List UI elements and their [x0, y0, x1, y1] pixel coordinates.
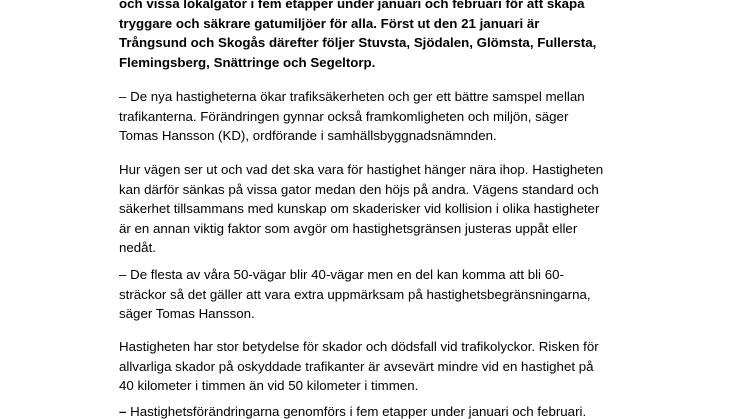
paragraph-line: Hur vägen ser ut och vad det ska vara för hastighet hänger nära ihop. Hastigheten — [119, 162, 604, 177]
lead-line: Trångsund och Skogås därefter följer Stuvsta, Sjödalen, Glömsta, Fullersta, — [119, 35, 597, 51]
lead-line: tryggare och säkrare gatumiljöer för alla. Först ut den 21 januari är — [119, 15, 540, 31]
paragraph-line: allvarliga skador på oskyddade trafikanter är avsevärt mindre vid en hastighet på — [119, 358, 594, 374]
paragraph-line: sträckor så det gäller att vara extra uppmärksam på hastighetsbegränsningarna, — [119, 286, 591, 302]
quote-paragraph — [119, 87, 639, 146]
paragraph-line: är en annan viktig faktor som avgör om hastighetsgränsen justeras uppåt eller — [119, 220, 578, 236]
body-paragraph — [119, 337, 639, 396]
paragraph-line: Hastigheten har stor betydelse för skador och dödsfall vid trafikolyckor. Risken för — [119, 339, 599, 354]
body-paragraph — [119, 402, 639, 419]
paragraph-line: – De flesta av våra 50-vägar blir 40-vägar men en del kan komma att bli 60- — [119, 267, 564, 282]
paragraph-text: Hastighetsförändringarna genomförs i fem etapper under januari och februari. — [126, 404, 587, 419]
lead-line: Flemingsberg, Snättringe och Segeltorp. — [119, 54, 376, 70]
quote-paragraph — [119, 265, 639, 324]
paragraph-line: Tomas Hansson (KD), ordförande i samhällsbyggnadsnämnden. — [119, 128, 497, 144]
paragraph-line: trafikanterna. Förändringen gynnar också framkomligheten och miljön, säger — [119, 108, 569, 124]
lead-line: och vissa lokalgator i fem etapper under januari och februari för att skapa — [119, 0, 585, 11]
lead-paragraph — [119, 0, 639, 72]
paragraph-line: säkerhet tillsammans med kunskap om skaderisker vid kollision i olika hastigheter — [119, 201, 600, 217]
paragraph-line — [119, 402, 639, 419]
paragraph-line: kan därför sänkas på vissa gator medan den höjs på andra. Vägens standard och — [119, 181, 599, 197]
paragraph-line: – De nya hastigheterna ökar trafiksäkerheten och ger ett bättre samspel mellan — [119, 89, 585, 104]
dash-mark: – — [119, 404, 127, 419]
body-paragraph — [119, 160, 639, 258]
paragraph-line: säger Tomas Hansson. — [119, 306, 255, 322]
paragraph-line: nedåt. — [119, 240, 156, 256]
paragraph-line: 40 kilometer i timmen än vid 50 kilometer i timmen. — [119, 378, 419, 394]
